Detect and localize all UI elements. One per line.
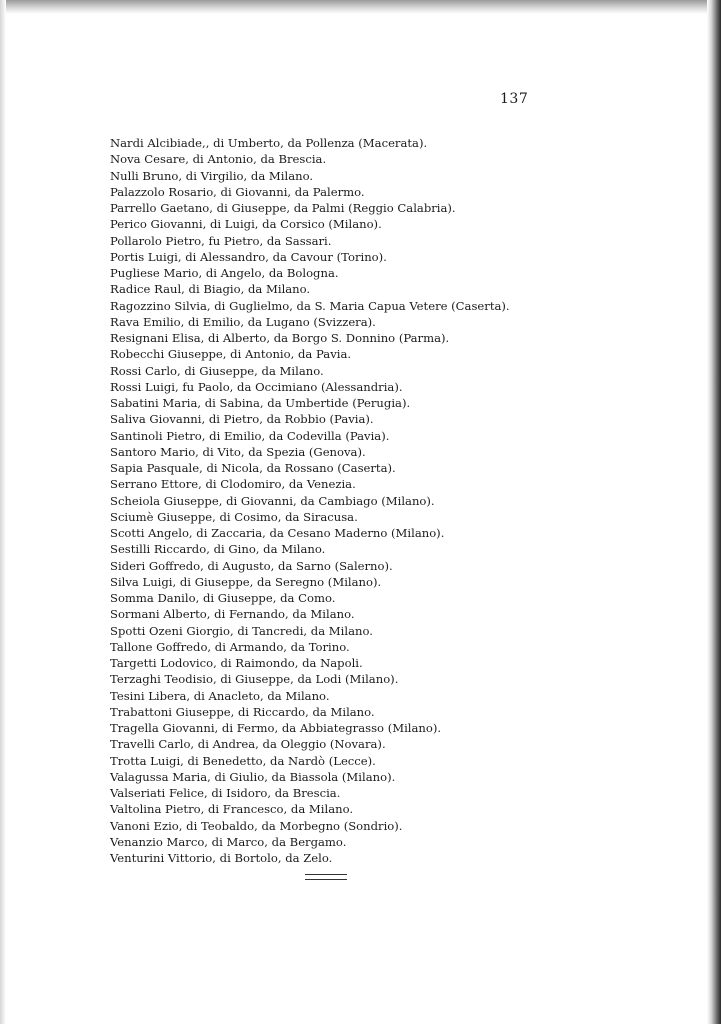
- list-item: Sormani Alberto, di Fernando, da Milano.: [110, 607, 355, 622]
- list-item: Saliva Giovanni, di Pietro, da Robbio (Pavia).: [110, 412, 374, 427]
- list-item: Sideri Goffredo, di Augusto, da Sarno (Salerno).: [110, 558, 393, 573]
- name-list: [110, 135, 530, 866]
- list-item: Resignani Elisa, di Alberto, da Borgo S. Donnino (Parma).: [110, 331, 450, 345]
- end-rule: [305, 874, 347, 880]
- scan-left-edge: [0, 0, 6, 1024]
- list-item: Santinoli Pietro, di Emilio, da Codevilla (Pavia).: [110, 428, 390, 443]
- list-item: Palazzolo Rosario, di Giovanni, da Palermo.: [110, 184, 365, 199]
- list-item: Portis Luigi, di Alessandro, da Cavour (Torino).: [110, 249, 387, 264]
- list-item: Vanoni Ezio, di Teobaldo, da Morbegno (Sondrio).: [110, 818, 403, 833]
- list-item: Terzaghi Teodisio, di Giuseppe, da Lodi (Milano).: [110, 672, 399, 687]
- list-item: Nardi Alcibiade,, di Umberto, da Pollenza (Macerata).: [110, 136, 428, 150]
- list-item: Perico Giovanni, di Luigi, da Corsico (Milano).: [110, 217, 382, 232]
- list-item: Trotta Luigi, di Benedetto, da Nardò (Lecce).: [110, 753, 376, 768]
- list-item: Tallone Goffredo, di Armando, da Torino.: [110, 639, 350, 654]
- list-item: Rava Emilio, di Emilio, da Lugano (Svizzera).: [110, 314, 376, 329]
- scan-top-edge: [0, 0, 721, 14]
- list-item: Somma Danilo, di Giuseppe, da Como.: [110, 591, 336, 605]
- list-item: Sapia Pasquale, di Nicola, da Rossano (Caserta).: [110, 461, 396, 475]
- list-item: Sestilli Riccardo, di Gino, da Milano.: [110, 542, 326, 557]
- list-item: Trabattoni Giuseppe, di Riccardo, da Milano.: [110, 704, 375, 719]
- list-item: Silva Luigi, di Giuseppe, da Seregno (Milano).: [110, 574, 382, 589]
- list-item: Spotti Ozeni Giorgio, di Tancredi, da Milano.: [110, 623, 373, 638]
- list-item: Valseriati Felice, di Isidoro, da Brescia.: [110, 786, 341, 800]
- list-item: Scheiola Giuseppe, di Giovanni, da Cambiago (Milano).: [110, 493, 435, 508]
- list-item: Parrello Gaetano, di Giuseppe, da Palmi (Reggio Calabria).: [110, 201, 456, 215]
- list-item: Targetti Lodovico, di Raimondo, da Napoli.: [110, 656, 363, 670]
- list-item: Radice Raul, di Biagio, da Milano.: [110, 282, 311, 297]
- list-item: Pugliese Mario, di Angelo, da Bologna.: [110, 266, 339, 280]
- list-item: Sciumè Giuseppe, di Cosimo, da Siracusa.: [110, 509, 358, 524]
- list-item: Pollarolo Pietro, fu Pietro, da Sassari.: [110, 233, 332, 248]
- list-item: Santoro Mario, di Vito, da Spezia (Genova).: [110, 444, 366, 459]
- list-item: Nulli Bruno, di Virgilio, da Milano.: [110, 168, 314, 183]
- list-item: Ragozzino Silvia, di Guglielmo, da S. Maria Capua Vetere (Caserta).: [110, 298, 510, 313]
- list-item: Rossi Luigi, fu Paolo, da Occimiano (Alessandria).: [110, 379, 403, 394]
- list-item: Venturini Vittorio, di Bortolo, da Zelo.: [110, 851, 333, 865]
- list-item: Tragella Giovanni, di Fermo, da Abbiategrasso (Milano).: [110, 721, 442, 735]
- list-item: Valtolina Pietro, di Francesco, da Milano.: [110, 802, 354, 817]
- list-item: Tesini Libera, di Anacleto, da Milano.: [110, 688, 330, 703]
- list-item: Nova Cesare, di Antonio, da Brescia.: [110, 152, 327, 167]
- list-item: Valagussa Maria, di Giulio, da Biassola (Milano).: [110, 769, 396, 784]
- list-item: Robecchi Giuseppe, di Antonio, da Pavia.: [110, 347, 352, 362]
- list-item: Travelli Carlo, di Andrea, da Oleggio (Novara).: [110, 737, 386, 752]
- list-item: Serrano Ettore, di Clodomiro, da Venezia.: [110, 477, 356, 492]
- list-item: Venanzio Marco, di Marco, da Bergamo.: [110, 834, 347, 849]
- list-item: Scotti Angelo, di Zaccaria, da Cesano Maderno (Milano).: [110, 526, 445, 540]
- list-item: Sabatini Maria, di Sabina, da Umbertide (Perugia).: [110, 396, 411, 410]
- page-number: 137: [500, 91, 529, 107]
- scan-right-edge: [707, 0, 721, 1024]
- list-item: Rossi Carlo, di Giuseppe, da Milano.: [110, 363, 324, 378]
